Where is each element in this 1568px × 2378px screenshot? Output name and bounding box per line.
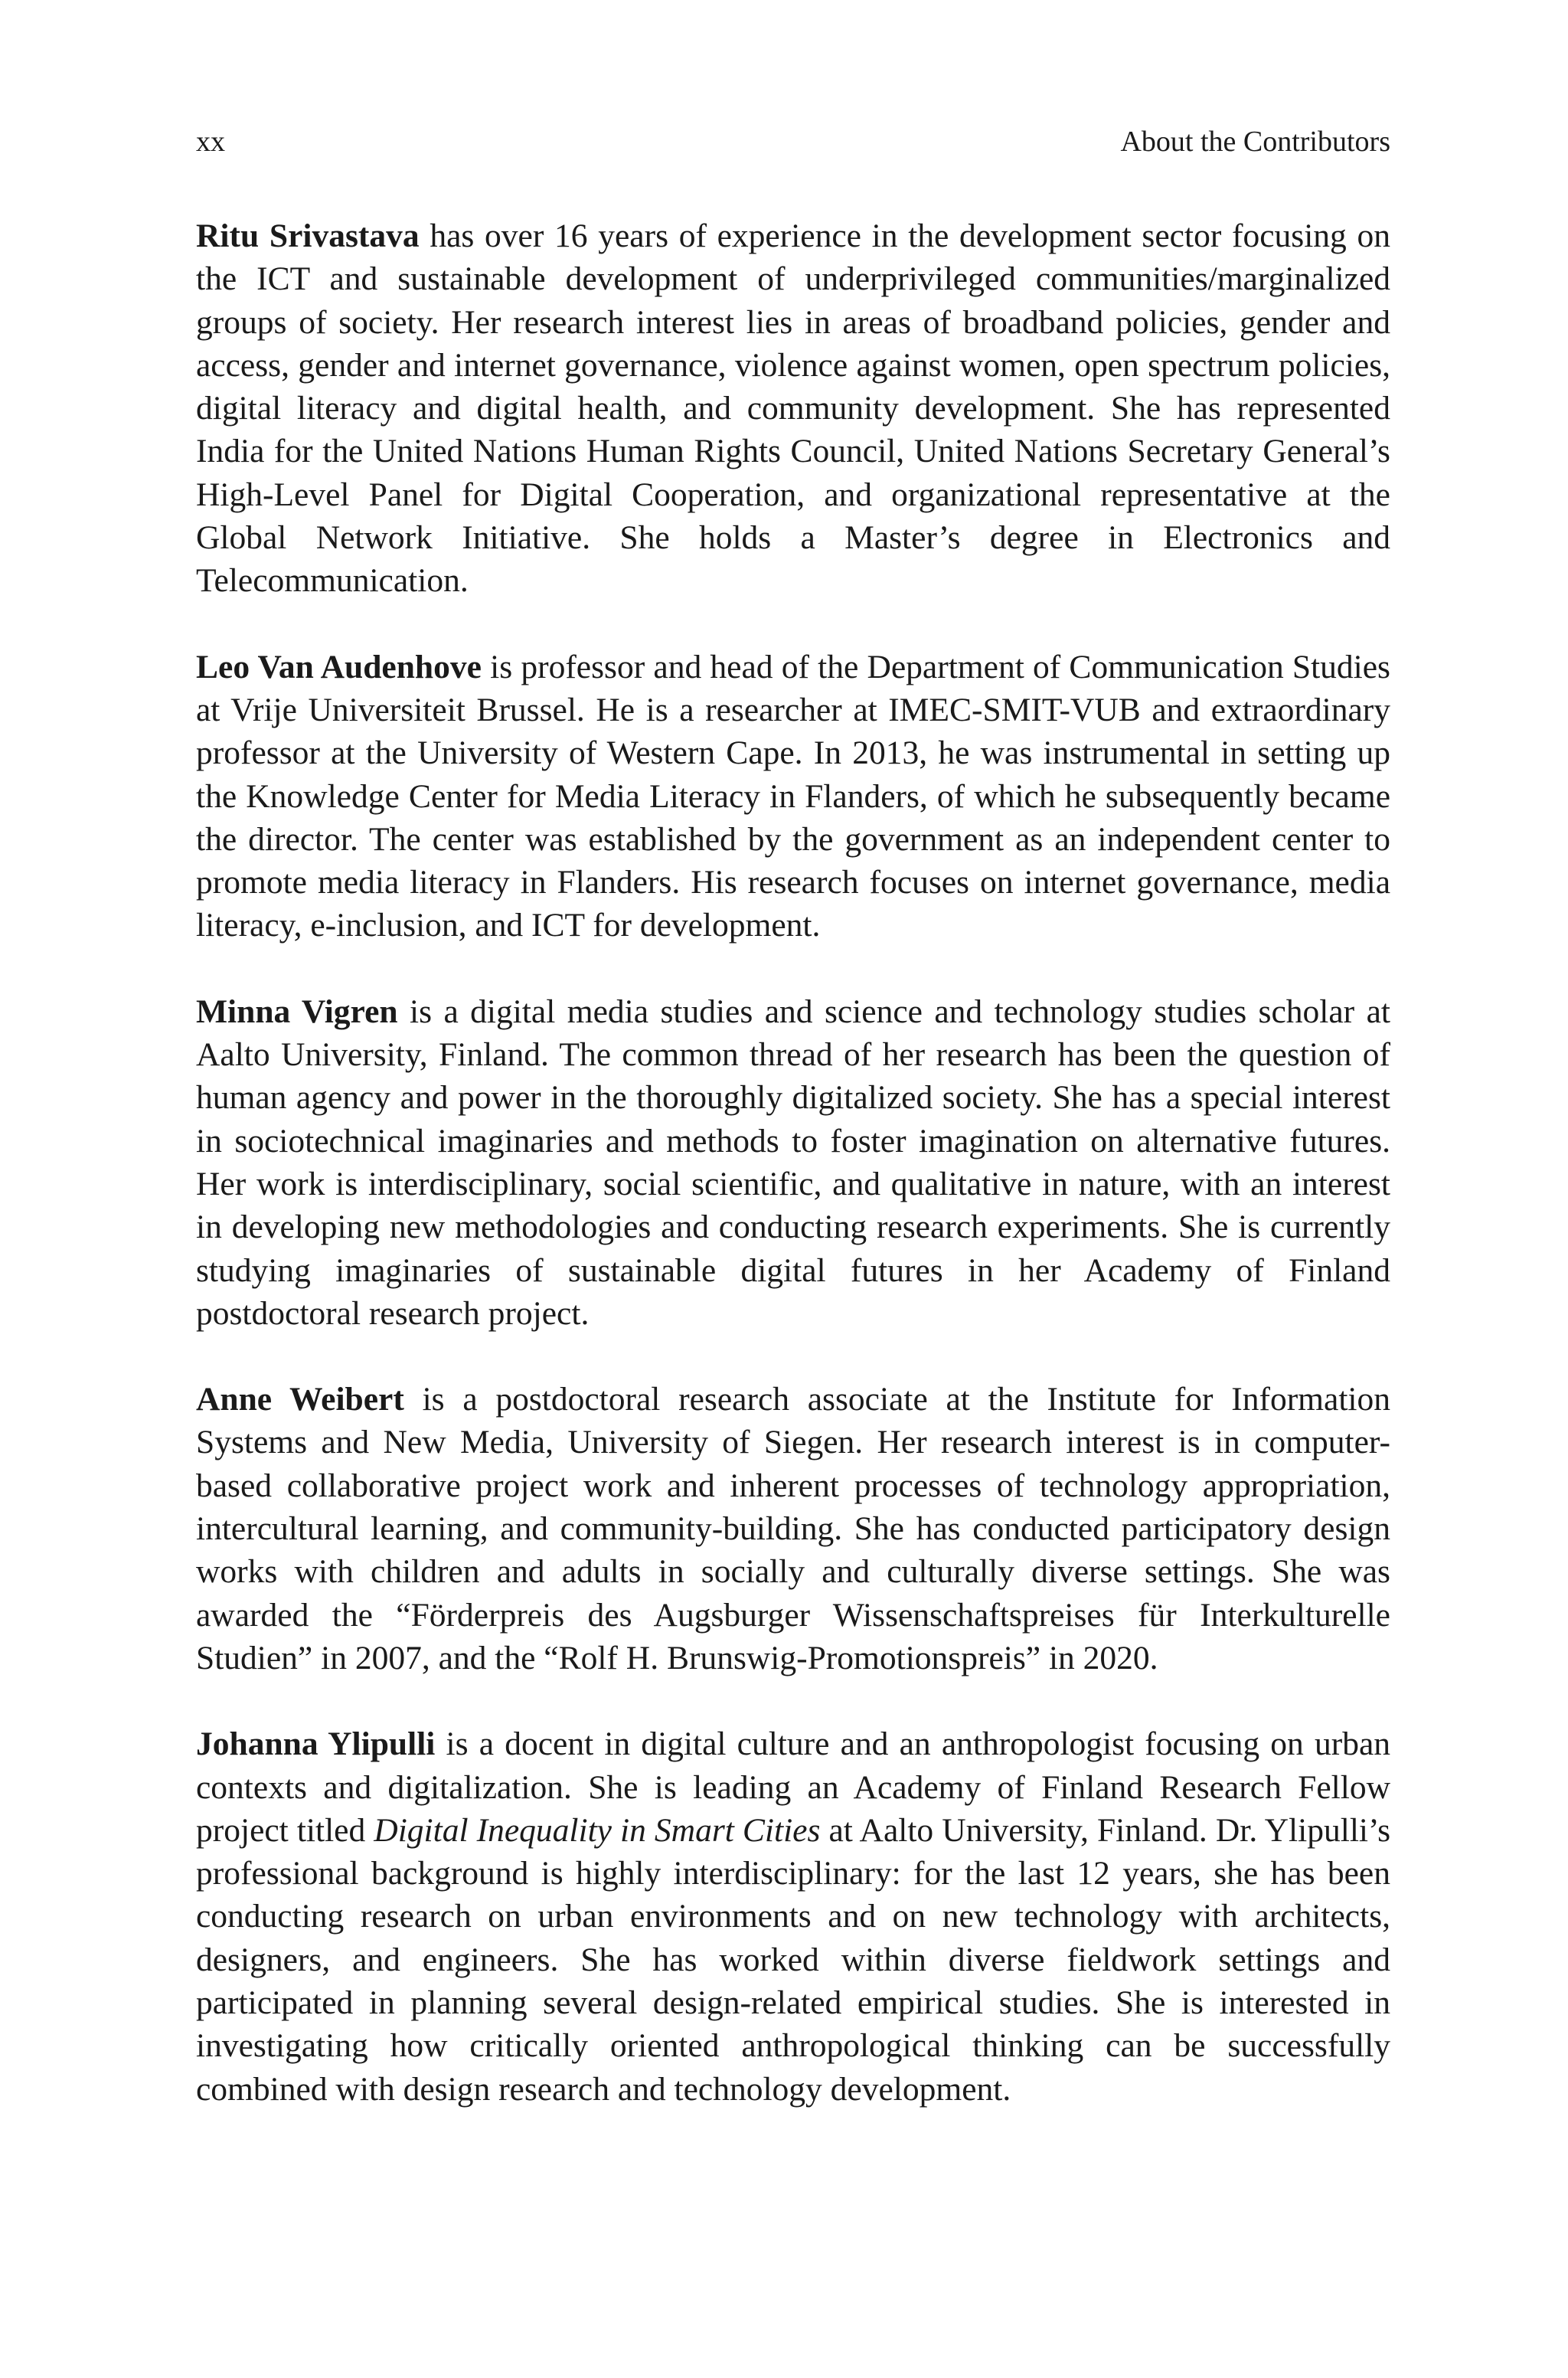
contributor-name: Johanna Ylipulli — [196, 1725, 436, 1763]
contributor-entry — [196, 1378, 1390, 1680]
contributor-name: Ritu Srivastava — [196, 218, 420, 254]
contributor-entry — [196, 990, 1390, 1335]
contributor-entry — [196, 214, 1390, 603]
contributor-name: Leo Van Audenhove — [196, 648, 482, 685]
contributor-bio: is a docent in digital culture and an anthropologist focusing on urban contexts and digitalization. She is leading an Academy of Finland Research Fellow project titled — [196, 1725, 1390, 1849]
running-head — [196, 123, 1390, 161]
page-number: xx — [196, 126, 225, 158]
contributor-bio: is a digital media studies and science and technology studies scholar at Aalto University, Finland. The common thread of her research has been the question of human agency and power in the thoroughly digitalized society. She has a special interest in sociotechnical imaginaries and methods to foster imagination on alternative futures. Her work is interdisciplinary, social scientific, and qualitative in nature, with an interest in developing new methodologies and conducting research experiments. She is currently studying imaginaries of sustainable digital futures in her Academy of Finland postdoctoral research project. — [196, 993, 1390, 1332]
contributor-name: Anne Weibert — [196, 1381, 404, 1418]
contributor-entry — [196, 1722, 1390, 2111]
contributor-bio: is a postdoctoral research associate at the Institute for Information Systems and New Media, University of Siegen. Her research interest is in computer-based collaborative project work and inherent processes of technology appropriation, intercultural learning, and community-building. She has conducted participatory design works with children and adults in socially and culturally diverse settings. She was awarded the “Förderpreis des Augsburger Wissenschaftspreises für Interkulturelle Studien” in 2007, and the “Rolf H. Brunswig-Promotionspreis” in 2020. — [196, 1381, 1390, 1676]
contributor-entry — [196, 646, 1390, 947]
contributor-list — [196, 214, 1390, 2154]
project-title: Digital Inequality in Smart Cities — [374, 1811, 821, 1849]
contributor-bio: is professor and head of the Department of Communication Studies at Vrije Universiteit Brussel. He is a researcher at IMEC-SMIT-VUB and extraordinary professor at the University of Western Cape. In 2013, he was instrumental in setting up the Knowledge Center for Media Literacy in Flanders, of which he subsequently became the director. The center was established by the government as an independent center to promote media literacy in Flanders. His research focuses on internet governance, media literacy, e-inclusion, and ICT for development. — [196, 648, 1390, 944]
section-title: About the Contributors — [1120, 126, 1390, 158]
contributor-name: Minna Vigren — [196, 993, 398, 1030]
contributor-bio-continued: at Aalto University, Finland. Dr. Ylipulli’s professional background is highly interdisciplinary: for the last 12 years, she has been conducting research on urban environments and on new technology with architects, designers, and engineers. She has worked within diverse fieldwork settings and participated in planning several design-related empirical studies. She is interested in investigating how critically oriented anthropological thinking can be successfully combined with design research and technology development. — [196, 1811, 1391, 2108]
contributor-bio: has over 16 years of experience in the development sector focusing on the ICT and sustainable development of underprivileged communities/marginalized groups of society. Her research interest lies in areas of broadband policies, gender and access, gender and internet governance, violence against women, open spectrum policies, digital literacy and digital health, and community development. She has represented India for the United Nations Human Rights Council, United Nations Secretary General’s High-Level Panel for Digital Cooperation, and organizational representative at the Global Network Initiative. She holds a Master’s degree in Electronics and Telecommunication. — [196, 218, 1391, 600]
